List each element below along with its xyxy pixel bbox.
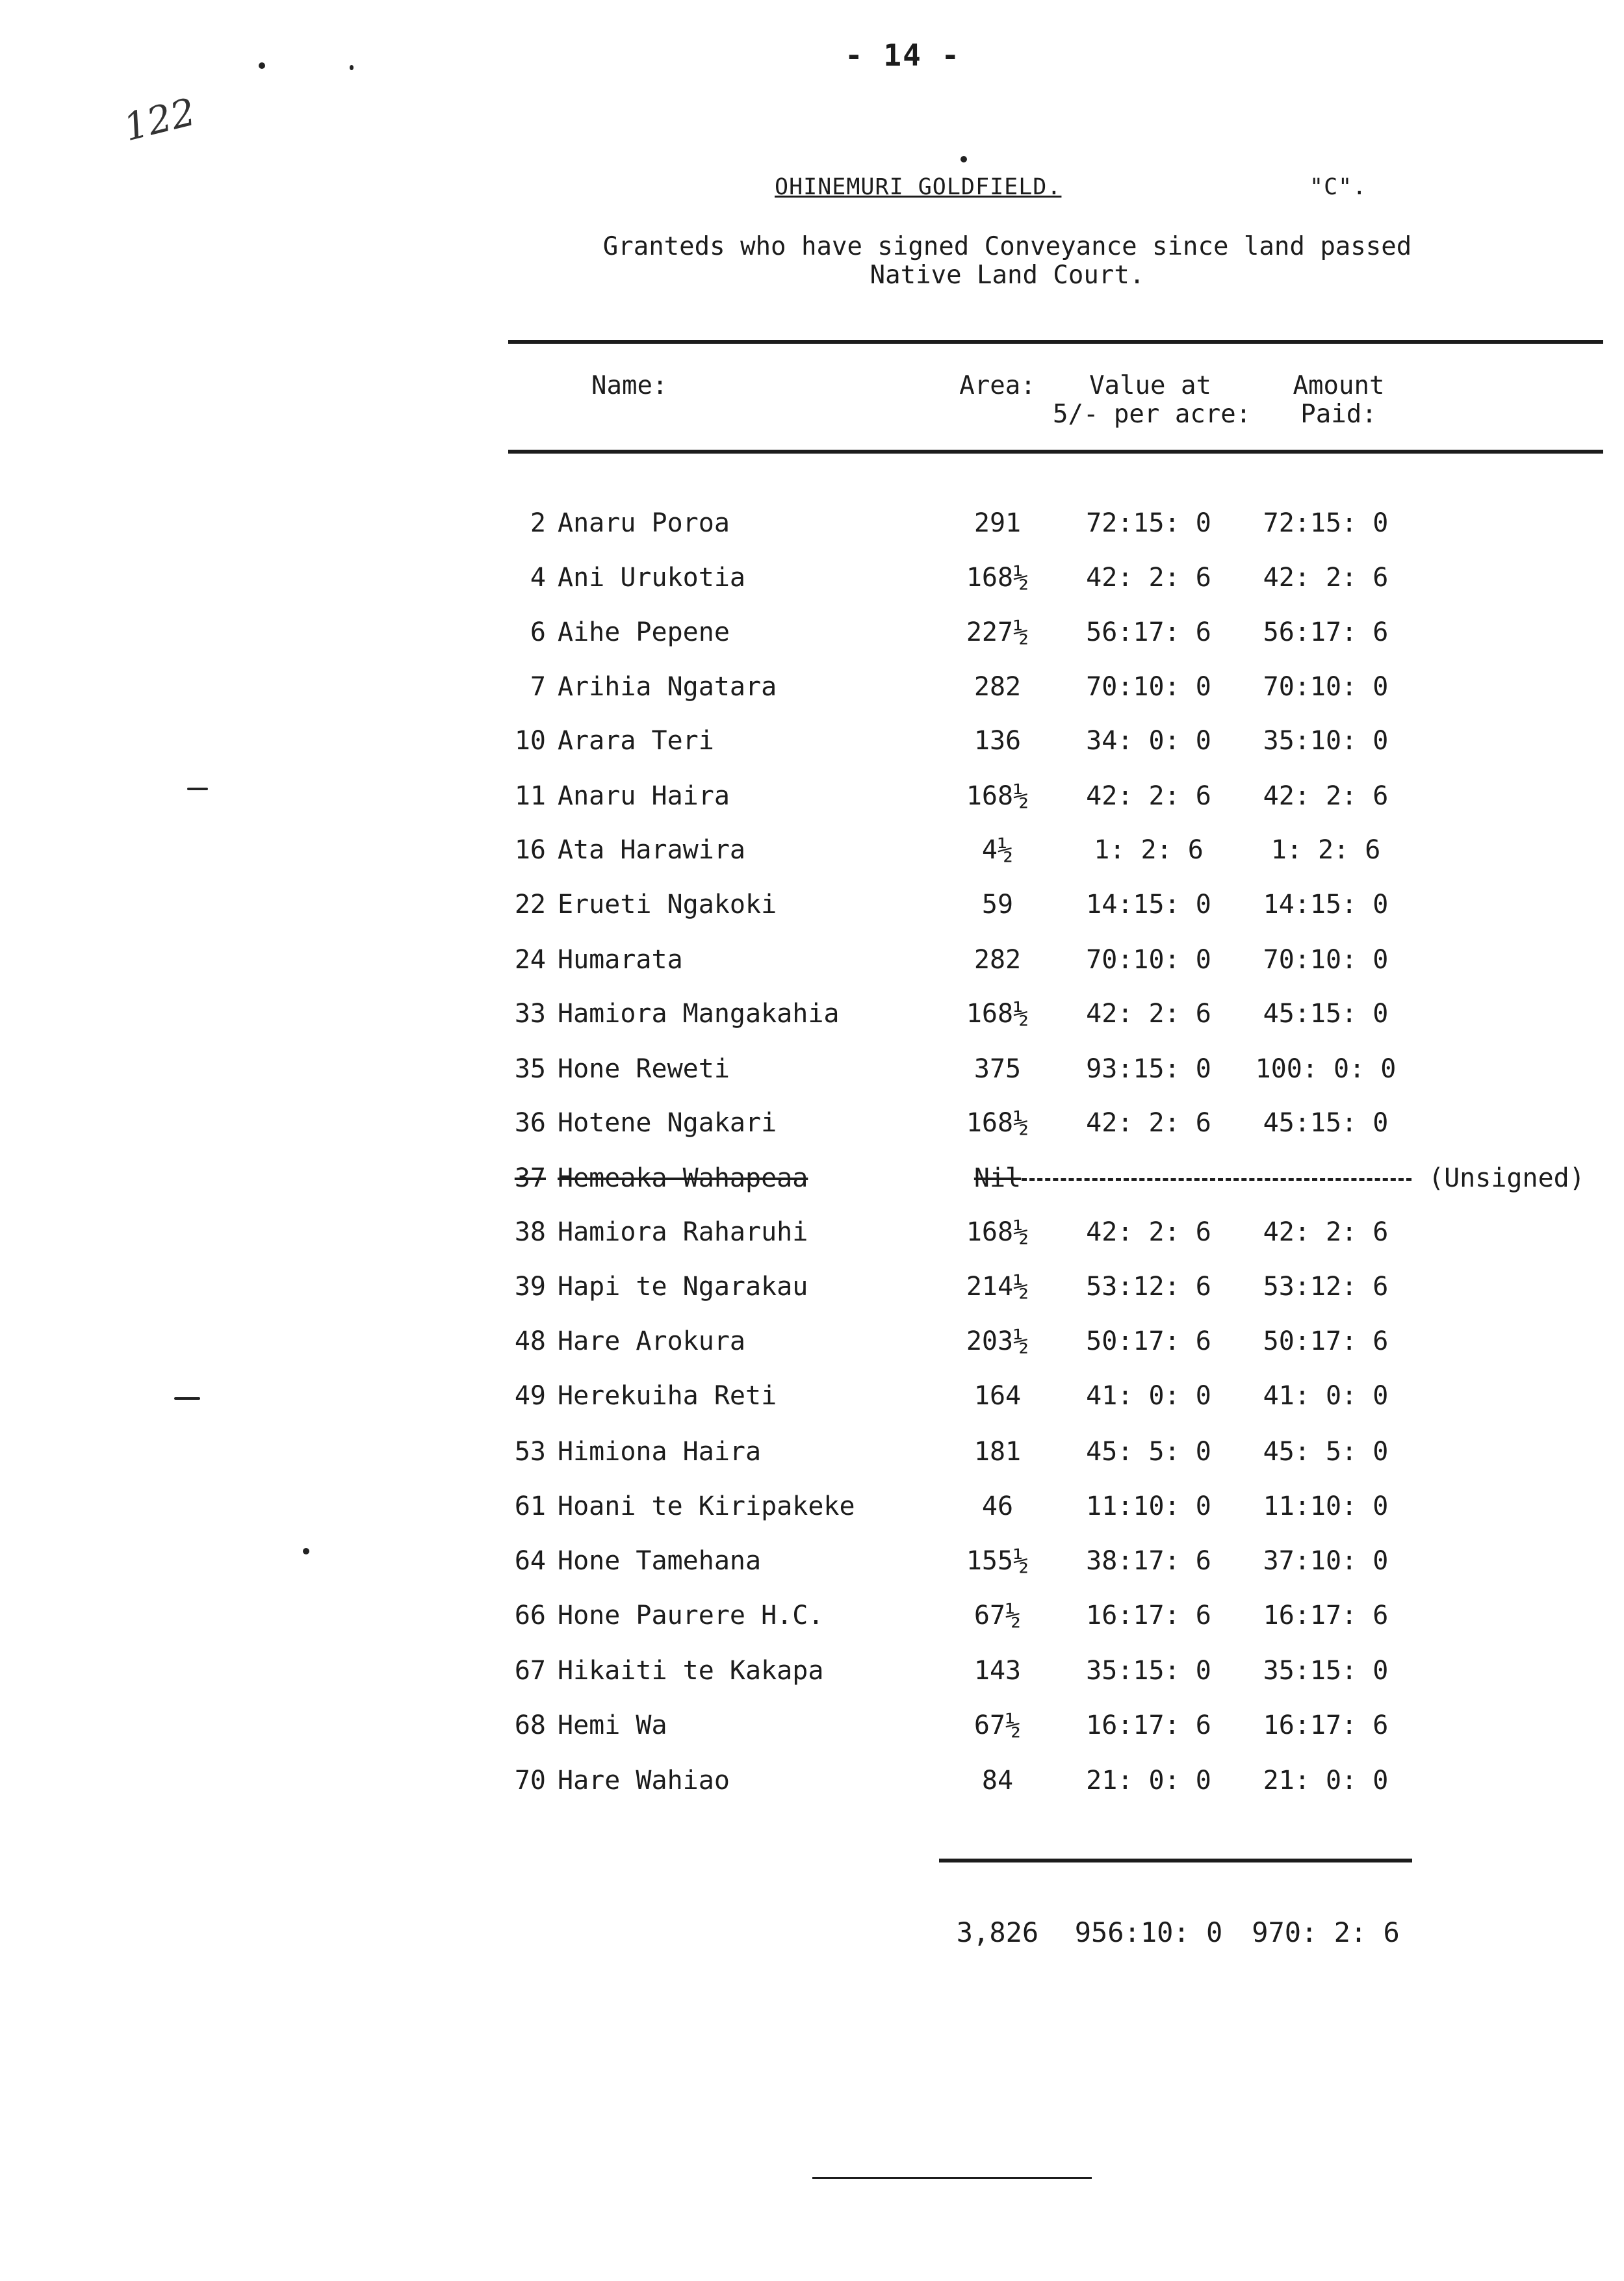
row-number: 38 — [514, 1217, 546, 1247]
grantee-name: Arara Teri — [558, 726, 714, 756]
scan-speck — [174, 1397, 200, 1400]
table-row — [0, 721, 1624, 760]
value-at-rate: 11:10: 0 — [1086, 1491, 1211, 1521]
header-value-line1: Value at — [1089, 371, 1211, 400]
row-number: 37 — [514, 1163, 546, 1193]
row-number: 66 — [514, 1601, 546, 1630]
row-number: 22 — [514, 890, 546, 920]
value-at-rate: 50:17: 6 — [1086, 1326, 1211, 1356]
table-row — [0, 1267, 1624, 1306]
document-title: OHINEMURI GOLDFIELD. — [775, 174, 1062, 200]
row-number: 24 — [514, 945, 546, 975]
grantee-name: Arihia Ngatara — [558, 672, 777, 702]
value-at-rate: 42: 2: 6 — [1086, 563, 1211, 593]
table-row — [0, 1541, 1624, 1580]
amount-paid: 70:10: 0 — [1263, 945, 1389, 975]
amount-paid: 35:10: 0 — [1263, 726, 1389, 756]
value-at-rate: 53:12: 6 — [1086, 1272, 1211, 1302]
grantee-name: Ani Urukotia — [558, 563, 745, 593]
header-paid-line1: Amount — [1293, 371, 1385, 400]
header-value — [1053, 371, 1252, 429]
scan-speck — [960, 156, 967, 162]
header-value-line2: 5/- per acre: — [1053, 400, 1252, 429]
header-area: Area: — [959, 371, 1036, 400]
margin-annotation: 122 — [119, 89, 200, 150]
schedule-label: "C". — [1309, 174, 1367, 200]
row-number: 67 — [514, 1656, 546, 1686]
grantee-name: Ata Harawira — [558, 835, 745, 865]
scan-speck — [187, 788, 208, 790]
area-value: Nil — [973, 1163, 1022, 1193]
scan-speck — [259, 62, 265, 69]
area-value: 155½ — [966, 1546, 1029, 1576]
table-row — [0, 1159, 1624, 1198]
row-number: 33 — [514, 999, 546, 1029]
value-at-rate: 56:17: 6 — [1086, 617, 1211, 647]
row-number: 11 — [514, 781, 546, 811]
scan-speck — [303, 1548, 309, 1554]
amount-paid: 53:12: 6 — [1263, 1272, 1389, 1302]
row-number: 16 — [514, 835, 546, 865]
unsigned-dash-line — [1022, 1178, 1411, 1181]
value-at-rate: 38:17: 6 — [1086, 1546, 1211, 1576]
row-number: 4 — [530, 563, 546, 593]
amount-paid: 11:10: 0 — [1263, 1491, 1389, 1521]
page-number: - 14 - — [845, 38, 961, 73]
amount-paid: 70:10: 0 — [1263, 672, 1389, 702]
footer-line — [812, 2177, 1092, 2179]
value-at-rate: 16:17: 6 — [1086, 1601, 1211, 1630]
area-value: 67½ — [973, 1601, 1022, 1630]
row-number: 49 — [514, 1381, 546, 1411]
table-row — [0, 667, 1624, 706]
value-at-rate: 42: 2: 6 — [1086, 1217, 1211, 1247]
row-number: 10 — [514, 726, 546, 756]
value-at-rate: 72:15: 0 — [1086, 508, 1211, 538]
value-at-rate: 42: 2: 6 — [1086, 999, 1211, 1029]
grantee-name: Hone Paurere H.C. — [558, 1601, 824, 1630]
unsigned-note: (Unsigned) — [1428, 1163, 1585, 1193]
amount-paid: 37:10: 0 — [1263, 1546, 1389, 1576]
amount-paid: 45:15: 0 — [1263, 1108, 1389, 1138]
totals-rule — [939, 1859, 1412, 1862]
row-number: 39 — [514, 1272, 546, 1302]
area-value: 291 — [973, 508, 1022, 538]
amount-paid: 1: 2: 6 — [1270, 835, 1381, 865]
table-row — [0, 613, 1624, 652]
grantee-name: Hare Wahiao — [558, 1766, 730, 1796]
table-row — [0, 504, 1624, 543]
row-number: 6 — [530, 617, 546, 647]
table-row — [0, 994, 1624, 1033]
row-number: 36 — [514, 1108, 546, 1138]
row-number: 35 — [514, 1054, 546, 1084]
table-row — [0, 1432, 1624, 1471]
area-value: 67½ — [973, 1710, 1022, 1740]
row-number: 53 — [514, 1437, 546, 1467]
grantee-name: Anaru Haira — [558, 781, 730, 811]
table-row — [0, 1706, 1624, 1745]
table-row — [0, 940, 1624, 979]
value-at-rate: 35:15: 0 — [1086, 1656, 1211, 1686]
area-value: 181 — [973, 1437, 1022, 1467]
grantee-name: Hone Reweti — [558, 1054, 730, 1084]
total-paid: 970: 2: 6 — [1252, 1916, 1400, 1948]
area-value: 214½ — [966, 1272, 1029, 1302]
area-value: 227½ — [966, 617, 1029, 647]
amount-paid: 45: 5: 0 — [1263, 1437, 1389, 1467]
area-value: 168½ — [966, 1217, 1029, 1247]
area-value: 282 — [973, 945, 1022, 975]
amount-paid: 42: 2: 6 — [1263, 563, 1389, 593]
table-row — [0, 777, 1624, 816]
area-value: 84 — [981, 1766, 1014, 1796]
area-value: 59 — [981, 890, 1014, 920]
header-name: Name: — [591, 371, 668, 400]
row-number: 7 — [530, 672, 546, 702]
amount-paid: 72:15: 0 — [1263, 508, 1389, 538]
table-row — [0, 1322, 1624, 1361]
area-value: 46 — [981, 1491, 1014, 1521]
area-value: 136 — [973, 726, 1022, 756]
grantee-name: Hikaiti te Kakapa — [558, 1656, 824, 1686]
grantee-name: Hotene Ngakari — [558, 1108, 777, 1138]
area-value: 203½ — [966, 1326, 1029, 1356]
value-at-rate: 34: 0: 0 — [1086, 726, 1211, 756]
area-value: 143 — [973, 1656, 1022, 1686]
grantee-name: Hemeaka Wahapeaa — [558, 1163, 808, 1193]
grantee-name: Hapi te Ngarakau — [558, 1272, 808, 1302]
amount-paid: 100: 0: 0 — [1255, 1054, 1397, 1084]
table-row — [0, 558, 1624, 597]
area-value: 164 — [973, 1381, 1022, 1411]
grantee-name: Hamiora Mangakahia — [558, 999, 840, 1029]
amount-paid: 42: 2: 6 — [1263, 1217, 1389, 1247]
amount-paid: 21: 0: 0 — [1263, 1766, 1389, 1796]
header-paid — [1274, 372, 1404, 429]
table-row — [0, 885, 1624, 924]
amount-paid: 42: 2: 6 — [1263, 781, 1389, 811]
value-at-rate: 45: 5: 0 — [1086, 1437, 1211, 1467]
table-row — [0, 1487, 1624, 1526]
amount-paid: 14:15: 0 — [1263, 890, 1389, 920]
amount-paid: 35:15: 0 — [1263, 1656, 1389, 1686]
amount-paid: 41: 0: 0 — [1263, 1381, 1389, 1411]
value-at-rate: 42: 2: 6 — [1086, 1108, 1211, 1138]
grantee-name: Aihe Pepene — [558, 617, 730, 647]
value-at-rate: 41: 0: 0 — [1086, 1381, 1211, 1411]
table-row — [0, 1761, 1624, 1800]
table-row — [0, 1103, 1624, 1142]
row-number: 68 — [514, 1710, 546, 1740]
area-value: 168½ — [966, 1108, 1029, 1138]
grantee-name: Hare Arokura — [558, 1326, 745, 1356]
row-number: 2 — [530, 508, 546, 538]
total-area: 3,826 — [956, 1916, 1039, 1948]
amount-paid: 16:17: 6 — [1263, 1710, 1389, 1740]
grantee-name: Herekuiha Reti — [558, 1381, 777, 1411]
grantee-name: Hamiora Raharuhi — [558, 1217, 808, 1247]
grantee-name: Erueti Ngakoki — [558, 890, 777, 920]
value-at-rate: 93:15: 0 — [1086, 1054, 1211, 1084]
row-number: 64 — [514, 1546, 546, 1576]
amount-paid: 16:17: 6 — [1263, 1601, 1389, 1630]
grantee-name: Hemi Wa — [558, 1710, 667, 1740]
area-value: 282 — [973, 672, 1022, 702]
table-row — [0, 1651, 1624, 1690]
scan-speck — [350, 65, 354, 70]
value-at-rate: 16:17: 6 — [1086, 1710, 1211, 1740]
document-subtitle: Granteds who have signed Conveyance since land passed Native Land Court. — [602, 232, 1412, 290]
area-value: 168½ — [966, 563, 1029, 593]
totals-row — [0, 1913, 1624, 1952]
value-at-rate: 42: 2: 6 — [1086, 781, 1211, 811]
row-number: 61 — [514, 1491, 546, 1521]
grantee-name: Anaru Poroa — [558, 508, 730, 538]
total-value: 956:10: 0 — [1074, 1916, 1223, 1948]
grantee-name: Hoani te Kiripakeke — [558, 1491, 855, 1521]
value-at-rate: 1: 2: 6 — [1094, 835, 1204, 865]
value-at-rate: 21: 0: 0 — [1086, 1766, 1211, 1796]
row-number: 70 — [514, 1766, 546, 1796]
header-paid-line2: Paid: — [1300, 400, 1377, 429]
grantee-name: Hone Tamehana — [558, 1546, 762, 1576]
area-value: 4½ — [981, 835, 1014, 865]
header-bottom-rule — [508, 450, 1603, 454]
table-row — [0, 1213, 1624, 1252]
amount-paid: 45:15: 0 — [1263, 999, 1389, 1029]
table-row — [0, 1376, 1624, 1415]
value-at-rate: 70:10: 0 — [1086, 945, 1211, 975]
amount-paid: 56:17: 6 — [1263, 617, 1389, 647]
area-value: 168½ — [966, 781, 1029, 811]
grantee-name: Himiona Haira — [558, 1437, 762, 1467]
area-value: 168½ — [966, 999, 1029, 1029]
value-at-rate: 14:15: 0 — [1086, 890, 1211, 920]
grantee-name: Humarata — [558, 945, 683, 975]
amount-paid: 50:17: 6 — [1263, 1326, 1389, 1356]
area-value: 375 — [973, 1054, 1022, 1084]
table-row — [0, 831, 1624, 870]
value-at-rate: 70:10: 0 — [1086, 672, 1211, 702]
table-row — [0, 1050, 1624, 1089]
row-number: 48 — [514, 1326, 546, 1356]
table-row — [0, 1596, 1624, 1635]
table-top-rule — [508, 340, 1603, 344]
